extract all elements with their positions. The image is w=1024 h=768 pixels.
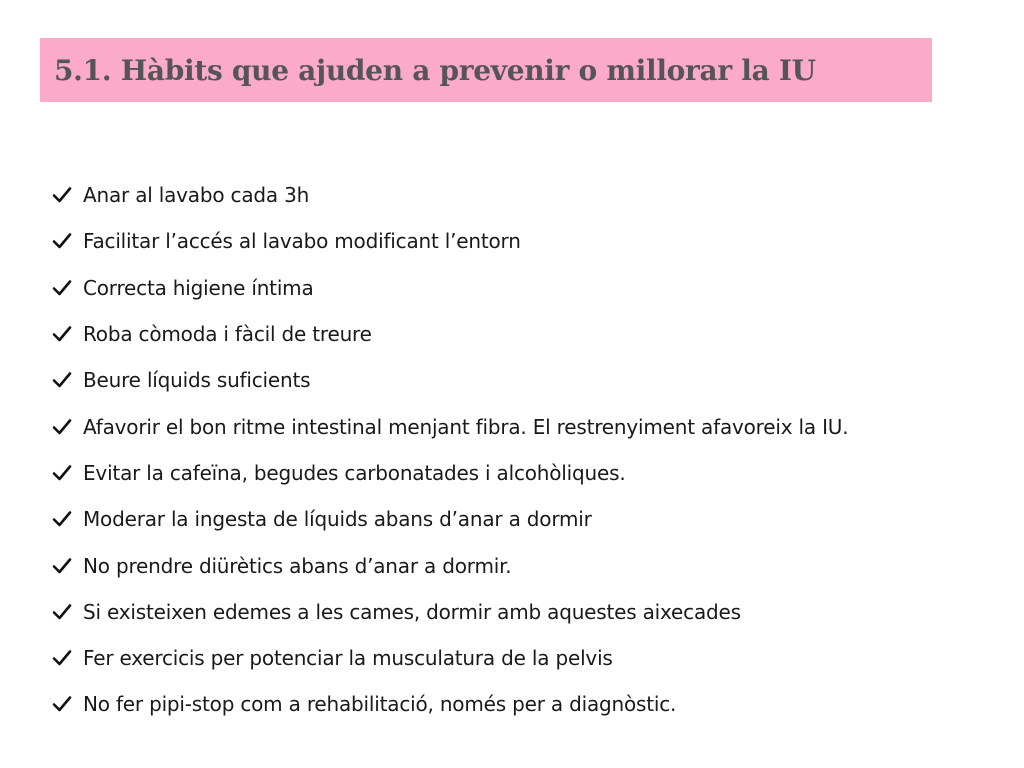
check-mark-icon xyxy=(52,278,72,298)
list-item xyxy=(52,496,848,542)
list-item-text: No fer pipi-stop com a rehabilitació, només per a diagnòstic. xyxy=(83,692,677,717)
list-item-text: Evitar la cafeïna, begudes carbonatades i alcohòliques. xyxy=(83,460,626,485)
list-item xyxy=(52,403,848,449)
list-item-text: Correcta higiene íntima xyxy=(83,275,314,300)
list-item-text: Roba còmoda i fàcil de treure xyxy=(83,322,372,347)
list-item xyxy=(52,357,848,403)
check-mark-icon xyxy=(52,231,72,251)
check-mark-icon xyxy=(52,417,72,437)
check-mark-icon xyxy=(52,185,72,205)
list-item-text: Facilitar l’accés al lavabo modificant l’entorn xyxy=(83,229,521,254)
list-item-text: No prendre diürètics abans d’anar a dormir. xyxy=(83,553,512,578)
list-item-text: Fer exercicis per potenciar la musculatura de la pelvis xyxy=(83,646,613,671)
list-item-text: Moderar la ingesta de líquids abans d’anar a dormir xyxy=(83,507,592,532)
list-item xyxy=(52,635,848,681)
check-mark-icon xyxy=(52,370,72,390)
check-mark-icon xyxy=(52,509,72,529)
list-item xyxy=(52,311,848,357)
check-mark-icon xyxy=(52,324,72,344)
title-banner xyxy=(40,38,932,102)
list-item-text: Afavorir el bon ritme intestinal menjant fibra. El restrenyiment afavoreix la IU. xyxy=(83,414,849,439)
list-item xyxy=(52,172,848,218)
check-mark-icon xyxy=(52,694,72,714)
check-mark-icon xyxy=(52,602,72,622)
list-item-text: Si existeixen edemes a les cames, dormir amb aquestes aixecades xyxy=(83,599,741,624)
list-item xyxy=(52,218,848,264)
list-item-text: Beure líquids suficients xyxy=(83,368,311,393)
check-mark-icon xyxy=(52,556,72,576)
list-item xyxy=(52,450,848,496)
list-item-text: Anar al lavabo cada 3h xyxy=(83,183,310,208)
list-item xyxy=(52,589,848,635)
list-item xyxy=(52,681,848,727)
list-item xyxy=(52,265,848,311)
list-item xyxy=(52,542,848,588)
habits-checklist xyxy=(52,172,848,728)
check-mark-icon xyxy=(52,648,72,668)
check-mark-icon xyxy=(52,463,72,483)
page-title: 5.1. Hàbits que ajuden a prevenir o millorar la IU xyxy=(54,54,816,87)
